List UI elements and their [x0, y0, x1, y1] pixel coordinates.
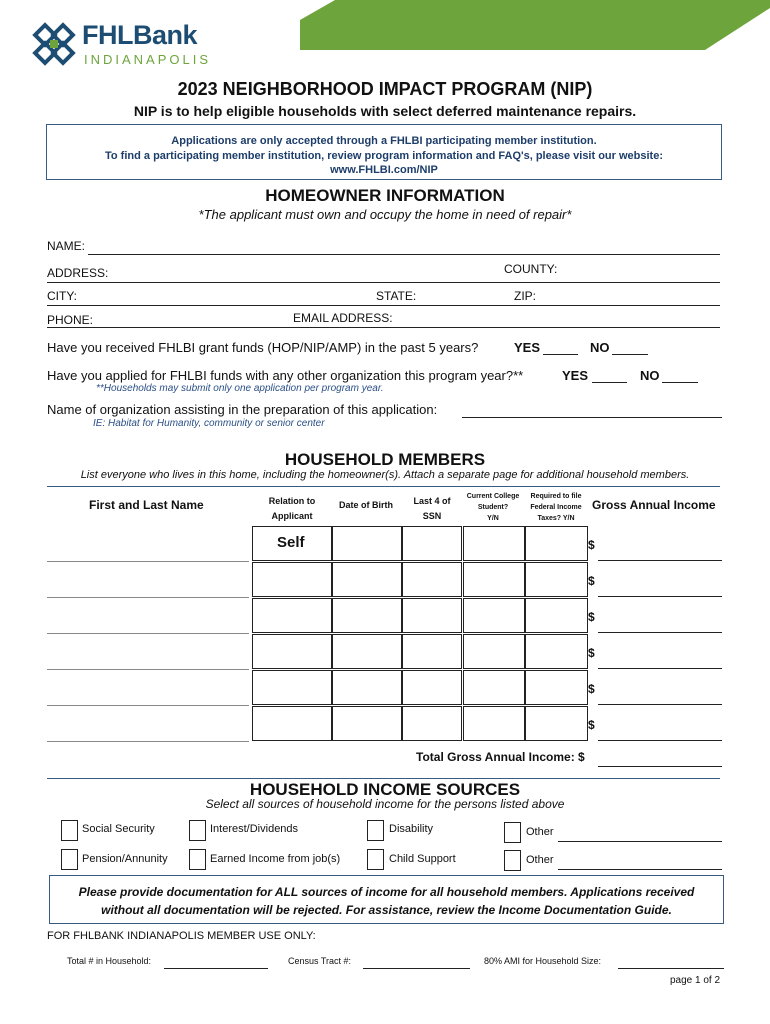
taxes-cell[interactable]	[525, 526, 588, 561]
q1-yes-label: YES	[514, 340, 541, 355]
notice-line-2: To find a participating member institution, review program information and FAQ's, please visit our website:	[105, 150, 663, 162]
ami-label: 80% AMI for Household Size:	[484, 956, 602, 966]
income-field[interactable]	[598, 632, 722, 633]
taxes-cell[interactable]	[525, 598, 588, 633]
total-income-label: Total Gross Annual Income: $	[416, 750, 585, 764]
interest-label: Interest/Dividends	[210, 823, 299, 835]
income-note: Select all sources of household income for the persons listed above	[205, 797, 565, 811]
census-tract-field[interactable]	[363, 968, 470, 969]
documentation-line-1: Please provide documentation for ALL sources of income for all household members. Applications received	[78, 885, 695, 899]
income-field[interactable]	[598, 704, 722, 705]
name-cell[interactable]	[47, 633, 249, 634]
student-cell[interactable]	[463, 562, 525, 597]
social-security-label: Social Security	[82, 823, 155, 835]
other-checkbox-2[interactable]	[504, 850, 521, 871]
self-label: Self	[277, 534, 305, 551]
dob-cell[interactable]	[332, 526, 402, 561]
dob-cell[interactable]	[332, 562, 402, 597]
ssn-cell[interactable]	[402, 526, 462, 561]
pension-label: Pension/Annunity	[82, 853, 168, 865]
page-number: page 1 of 2	[670, 975, 721, 986]
student-cell[interactable]	[463, 526, 525, 561]
state-label: STATE:	[376, 289, 417, 303]
ssn-cell[interactable]	[402, 706, 462, 741]
total-household-label: Total # in Household:	[67, 956, 152, 966]
dob-cell[interactable]	[332, 634, 402, 669]
city-label: CITY:	[47, 289, 78, 303]
income-dollar-sign: $	[588, 646, 595, 660]
relation-cell[interactable]	[252, 706, 332, 741]
ami-field[interactable]	[618, 968, 724, 969]
q2-note: **Households may submit only one application per program year.	[96, 383, 384, 394]
question-other-org: Have you applied for FHLBI funds with any other organization this program year?**	[47, 368, 524, 383]
q1-no-label: NO	[590, 340, 610, 355]
interest-checkbox[interactable]	[189, 820, 206, 841]
notice-line-1: Applications are only accepted through a FHLBI participating member institution.	[171, 135, 597, 147]
q1-no-field[interactable]	[612, 354, 648, 355]
name-field[interactable]	[88, 254, 720, 255]
other-checkbox-1[interactable]	[504, 822, 521, 843]
student-cell[interactable]	[463, 706, 525, 741]
email-label: EMAIL ADDRESS:	[293, 311, 393, 325]
total-income-field[interactable]	[598, 766, 722, 767]
income-dollar-sign: $	[588, 538, 595, 552]
income-dollar-sign: $	[588, 574, 595, 588]
student-cell[interactable]	[463, 634, 525, 669]
other-label-2: Other	[526, 854, 554, 866]
notice-link[interactable]: www.FHLBI.com/NIP	[330, 164, 438, 176]
name-cell[interactable]	[47, 561, 249, 562]
question-prior-grants: Have you received FHLBI grant funds (HOP/NIP/AMP) in the past 5 years?	[47, 340, 479, 355]
ssn-cell[interactable]	[402, 634, 462, 669]
relation-cell[interactable]	[252, 598, 332, 633]
earned-income-label: Earned Income from job(s)	[210, 853, 341, 865]
members-heading: HOUSEHOLD MEMBERS	[284, 450, 486, 469]
logo-name: FHLBank	[82, 20, 198, 50]
col-dob: Date of Birth	[339, 500, 393, 510]
taxes-cell[interactable]	[525, 562, 588, 597]
social-security-checkbox[interactable]	[61, 820, 78, 841]
relation-cell[interactable]	[252, 526, 332, 561]
phone-email-field[interactable]	[47, 327, 720, 328]
col-name: First and Last Name	[89, 498, 204, 512]
notice-box	[46, 124, 722, 180]
earned-income-checkbox[interactable]	[189, 849, 206, 870]
name-cell[interactable]	[47, 705, 249, 706]
total-household-field[interactable]	[164, 968, 268, 969]
ssn-cell[interactable]	[402, 562, 462, 597]
income-field[interactable]	[598, 668, 722, 669]
documentation-notice	[49, 875, 724, 924]
income-dollar-sign: $	[588, 682, 595, 696]
disability-label: Disability	[389, 823, 434, 835]
address-field[interactable]	[47, 282, 720, 283]
ssn-cell[interactable]	[402, 598, 462, 633]
student-cell[interactable]	[463, 670, 525, 705]
internal-use-label: FOR FHLBANK INDIANAPOLIS MEMBER USE ONLY:	[47, 930, 316, 942]
taxes-cell[interactable]	[525, 634, 588, 669]
other-label-1: Other	[526, 826, 554, 838]
zip-label: ZIP:	[514, 289, 537, 303]
org-note: IE: Habitat for Humanity, community or senior center	[93, 418, 325, 429]
col-ssn: Last 4 of SSN	[413, 496, 451, 521]
income-field[interactable]	[598, 740, 722, 741]
logo	[32, 22, 232, 70]
dob-cell[interactable]	[332, 598, 402, 633]
city-state-zip-field[interactable]	[47, 305, 720, 306]
income-field[interactable]	[598, 560, 722, 561]
ssn-cell[interactable]	[402, 670, 462, 705]
income-dollar-sign: $	[588, 718, 595, 732]
disability-checkbox[interactable]	[367, 820, 384, 841]
dob-cell[interactable]	[332, 706, 402, 741]
pension-checkbox[interactable]	[61, 849, 78, 870]
other-field-2[interactable]	[558, 869, 722, 870]
name-cell[interactable]	[47, 669, 249, 670]
taxes-cell[interactable]	[525, 706, 588, 741]
homeowner-heading: HOMEOWNER INFORMATION	[265, 186, 505, 205]
q2-no-field[interactable]	[662, 382, 698, 383]
members-divider	[47, 486, 720, 487]
col-income: Gross Annual Income	[592, 498, 716, 512]
relation-cell[interactable]	[252, 670, 332, 705]
relation-cell[interactable]	[252, 634, 332, 669]
other-field-1[interactable]	[558, 841, 722, 842]
address-label: ADDRESS:	[47, 266, 109, 280]
taxes-cell[interactable]	[525, 670, 588, 705]
income-heading: HOUSEHOLD INCOME SOURCES	[249, 780, 521, 799]
documentation-line-2: without all documentation will be rejected. For assistance, review the Income Documentation Guide.	[101, 903, 672, 917]
dob-cell[interactable]	[332, 670, 402, 705]
page-title: 2023 NEIGHBORHOOD IMPACT PROGRAM (NIP)	[177, 79, 593, 99]
col-student: Current College Student? Y/N	[466, 493, 520, 522]
phone-label: PHONE:	[47, 313, 94, 327]
student-cell[interactable]	[463, 598, 525, 633]
q2-yes-label: YES	[562, 368, 589, 383]
income-divider	[47, 778, 720, 779]
q2-yes-field[interactable]	[592, 382, 627, 383]
org-label: Name of organization assisting in the preparation of this application:	[47, 402, 438, 417]
income-field[interactable]	[598, 596, 722, 597]
page-subtitle: NIP is to help eligible households with select deferred maintenance repairs.	[133, 103, 637, 119]
income-dollar-sign: $	[588, 610, 595, 624]
members-note: List everyone who lives in this home, including the homeowner(s). Attach a separate page for additional household members.	[80, 469, 690, 481]
census-tract-label: Census Tract #:	[288, 956, 352, 966]
org-field[interactable]	[462, 417, 722, 418]
child-support-checkbox[interactable]	[367, 849, 384, 870]
col-taxes: Required to file Federal Income Taxes? Y/N	[530, 493, 582, 522]
child-support-label: Child Support	[389, 853, 456, 865]
relation-cell[interactable]	[252, 562, 332, 597]
logo-mark-icon	[32, 22, 78, 66]
homeowner-note: *The applicant must own and occupy the home in need of repair*	[198, 207, 572, 222]
col-relation: Relation to Applicant	[268, 496, 316, 521]
logo-sub: INDIANAPOLIS	[84, 52, 212, 67]
name-cell[interactable]	[47, 597, 249, 598]
county-label: COUNTY:	[504, 262, 558, 276]
q2-no-label: NO	[640, 368, 660, 383]
name-label: NAME:	[47, 239, 86, 253]
q1-yes-field[interactable]	[543, 354, 578, 355]
name-cell[interactable]	[47, 741, 249, 742]
